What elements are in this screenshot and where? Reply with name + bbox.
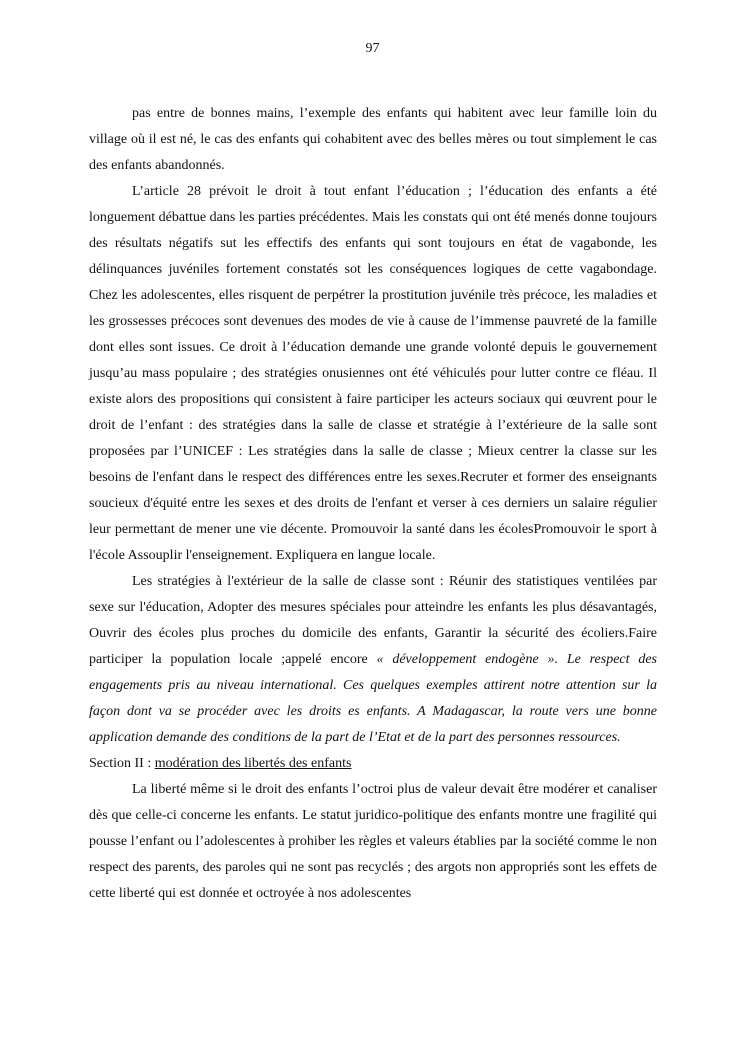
section-prefix: Section II :	[89, 756, 155, 771]
paragraph-article-28: L’article 28 prévoit le droit à tout enfant l’éducation ; l’éducation des enfants a été longuement débattue dans les parties précédentes. Mais les constats qui ont été menés donne toujours des résultats négatifs sut les effectifs des enfants qui sont toujours en état de vagabonde, les délinquances juvéniles fortement constatés sot les conséquences logiques de cette vagabondage. Chez les adolescentes, elles risquent de perpétrer la prostitution juvénile très précoce, les maladies et les grossesses précoces sont devenues des modes de vie à cause de l’immense pauvreté de la famille dont elles sont issues. Ce droit à l’éducation demande une grande volonté depuis le gouvernement jusqu’au mass populaire ; des stratégies onusiennes ont été véhiculés pour lutter contre ce fléau. Il existe alors des propositions qui consistent à faire participer les acteurs sociaux qui œuvrent pour le droit de l’enfant : des stratégies dans la salle de classe et stratégie à l’extérieure de la salle sont proposées par l’UNICEF : Les stratégies dans la salle de classe ; Mieux centrer la classe sur les besoins de l'enfant dans le respect des différences entre les sexes.Recruter et former des enseignants soucieux d'équité entre les sexes et des droits de l'enfant et verser à ces derniers un salaire régulier leur permettant de mener une vie décente. Promouvoir la santé dans les écolesPromouvoir le sport à l'école Assouplir l'enseignement. Expliquera en langue locale.	[89, 184, 657, 563]
strategies-text: Les stratégies à l'extérieur de la salle de classe sont : Réunir des statistiques ventilées par sexe sur l'éducation, Adopter des mesures spéciales pour atteindre les enfants les plus désavantagés, Ouvrir des écoles plus proches du domicile des enfants, Garantir la sécurité des écoliers.Faire participer la population locale ;appelé encore	[89, 574, 657, 667]
section-title: modération des libertés des enfants	[154, 756, 352, 771]
section-heading	[89, 751, 657, 777]
body-text	[89, 101, 657, 907]
strategies-italic-text: « développement endogène ». Le respect des engagements pris au niveau international. Ces quelques exemples attirent notre attention sur la façon dont va se procéder avec les droits es enfants. A Madagascar, la route vers une bonne application demande des conditions de la part de l’Etat et de la part des personnes ressources.	[89, 652, 657, 745]
paragraph-outside-strategies	[89, 569, 657, 751]
paragraph-liberty: La liberté même si le droit des enfants l’octroi plus de valeur devait être modérer et canaliser dès que celle-ci concerne les enfants. Le statut juridico-politique des enfants montre une fragilité qui pousse l’enfant ou l’adolescentes à prohiber les règles et valeurs établies par la société comme le non respect des parents, des paroles qui ne sont pas recyclés ; des argots non appropriés sont les effets de cette liberté qui est donnée et octroyée à nos adolescentes	[89, 782, 657, 901]
page-number: 97	[365, 41, 380, 56]
paragraph-family-situations: pas entre de bonnes mains, l’exemple des enfants qui habitent avec leur famille loin du village où il est né, le cas des enfants qui cohabitent avec des belles mères ou tout simplement le cas des enfants abandonnés.	[89, 106, 657, 173]
